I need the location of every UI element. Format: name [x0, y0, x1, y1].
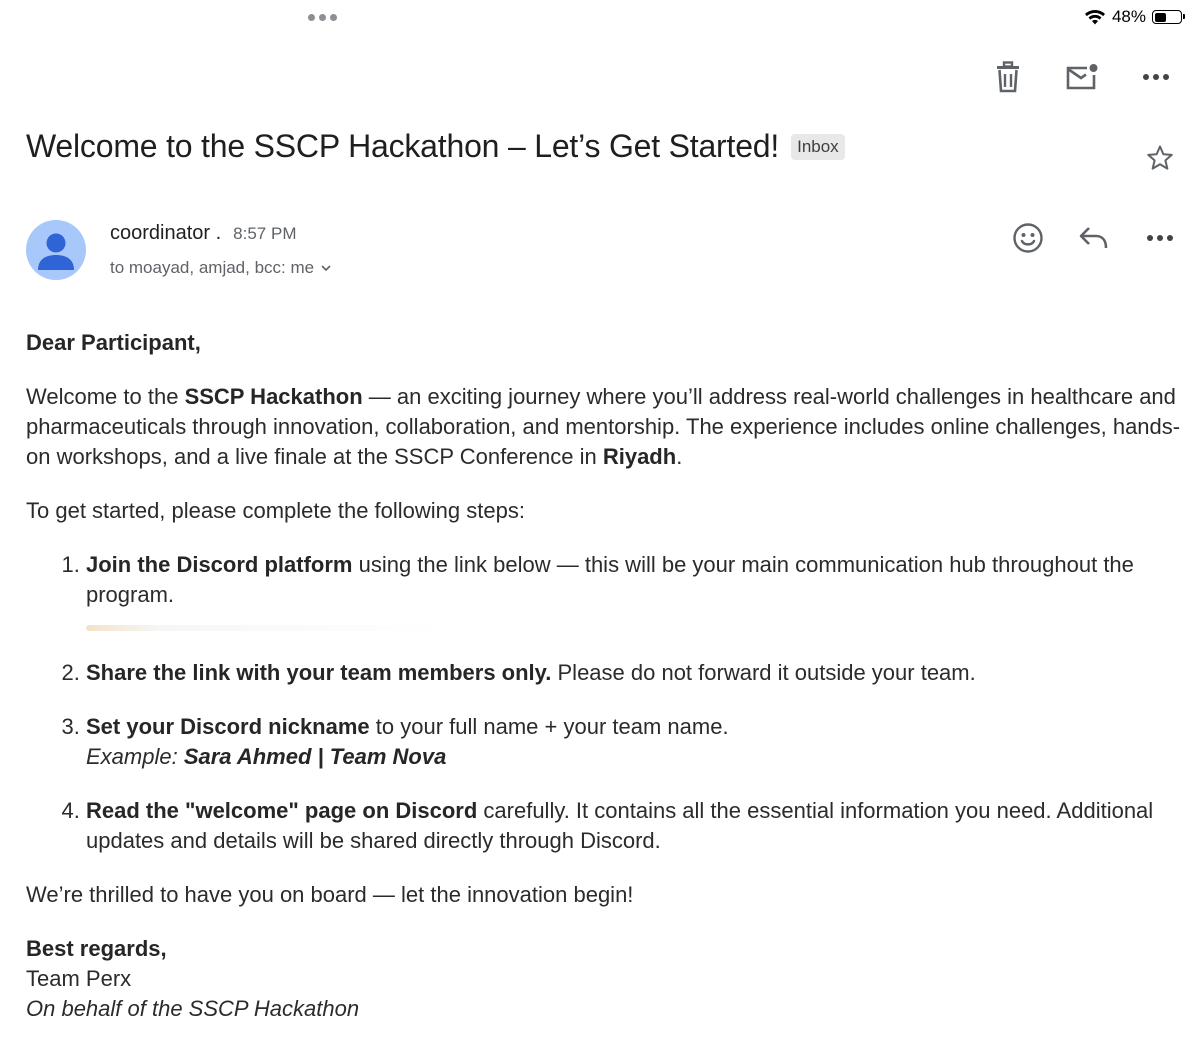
battery-percent: 48%	[1111, 7, 1146, 26]
recipients-text: to moayad, amjad, bcc: me	[110, 258, 315, 277]
delete-button[interactable]	[986, 55, 1030, 99]
email-subject: Welcome to the SSCP Hackathon – Let’s Get Started!	[26, 128, 780, 164]
step-item: 3. Set your Discord nickname to your full name + your team name. Example: Sara Ahmed | Team Nova	[86, 712, 1181, 772]
signature: Best regards, Team Perx On behalf of the SSCP Hackathon	[26, 936, 360, 1021]
inbox-label-badge[interactable]: Inbox	[791, 134, 845, 160]
person-icon	[26, 220, 86, 280]
mark-unread-icon	[1065, 63, 1099, 91]
message-actions	[1006, 216, 1182, 260]
email-body	[26, 328, 1181, 1048]
steps-list	[26, 550, 1181, 856]
sender-line	[110, 222, 296, 245]
more-options-button[interactable]	[1134, 55, 1178, 99]
sender-avatar[interactable]	[26, 220, 86, 280]
sender-name[interactable]: coordinator .	[110, 222, 222, 244]
email-toolbar	[986, 55, 1178, 99]
greeting: Dear Participant,	[26, 330, 201, 355]
mark-unread-button[interactable]	[1060, 55, 1104, 99]
star-icon	[1145, 143, 1175, 173]
step-item: 4. Read the "welcome" page on Discord carefully. It contains all the essential information you need. Additional updates and details will be shared directly through Discord.	[86, 796, 1181, 856]
battery-icon	[1152, 10, 1182, 24]
sent-time: 8:57 PM	[233, 224, 297, 243]
reply-button[interactable]	[1072, 216, 1116, 260]
emoji-icon	[1012, 222, 1044, 254]
more-icon	[1142, 73, 1170, 81]
status-bar	[1084, 6, 1182, 28]
redacted-link	[86, 612, 1181, 634]
closing-line: We’re thrilled to have you on board — let the innovation begin!	[26, 882, 634, 907]
wifi-icon	[1084, 9, 1106, 25]
recipients-toggle[interactable]	[110, 258, 332, 278]
react-button[interactable]	[1006, 216, 1050, 260]
chevron-down-icon	[320, 264, 332, 272]
step-item: 1. Join the Discord platform using the link below — this will be your main communication hub throughout the program.	[86, 550, 1181, 634]
reply-icon	[1078, 225, 1110, 251]
steps-intro: To get started, please complete the following steps:	[26, 498, 525, 523]
step-item: 2. Share the link with your team members only. Please do not forward it outside your team.	[86, 658, 1181, 688]
message-more-button[interactable]	[1138, 216, 1182, 260]
subject-row	[26, 128, 845, 165]
star-button[interactable]	[1142, 140, 1178, 176]
trash-icon	[994, 61, 1022, 93]
intro-paragraph: Welcome to the SSCP Hackathon — an exciting journey where you’ll address real-world challenges in healthcare and pharmaceuticals through innovation, collaboration, and mentorship. The experience includes online challenges, hands-on workshops, and a live finale at the SSCP Conference in Riyadh.	[26, 384, 1181, 469]
multitasking-handle[interactable]	[304, 10, 340, 24]
more-icon	[1146, 234, 1174, 242]
